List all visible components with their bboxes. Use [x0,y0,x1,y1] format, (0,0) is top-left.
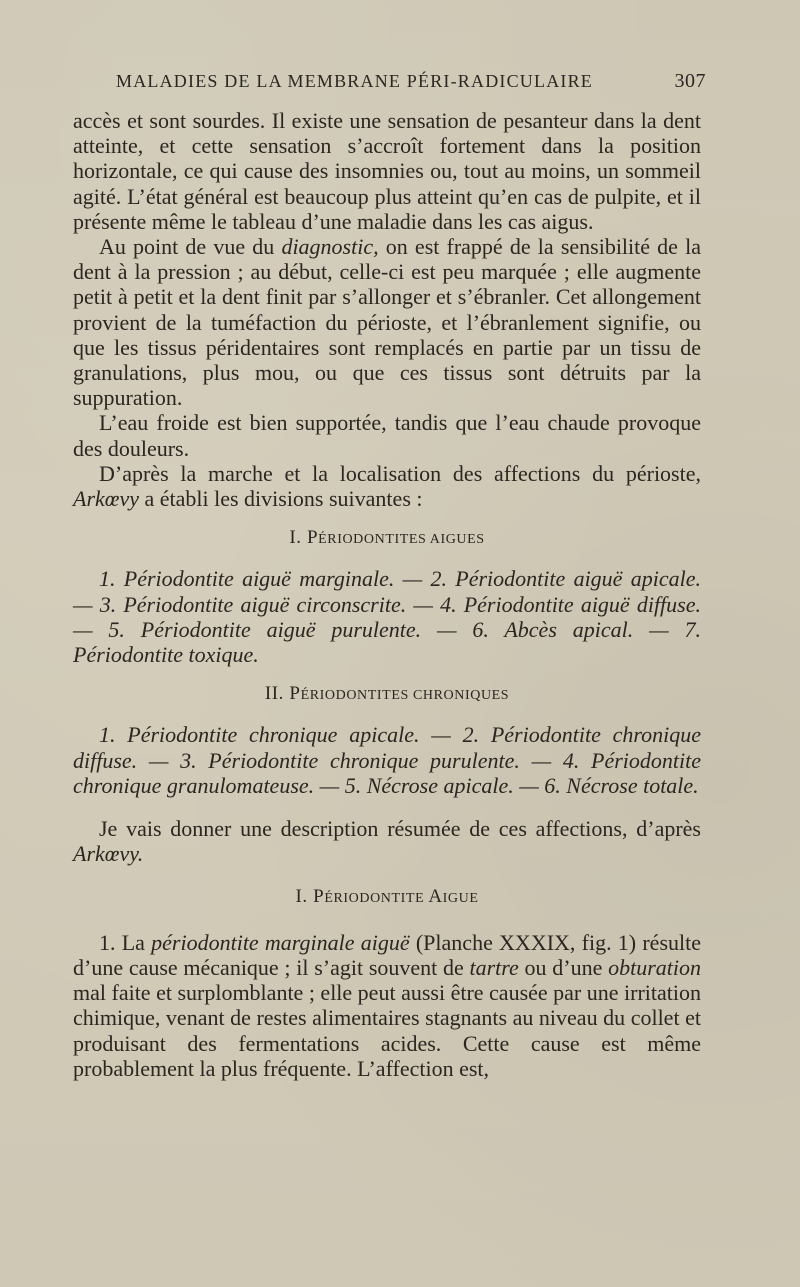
heading-capital: P [313,886,325,908]
section-heading-acute [73,525,701,552]
heading-small-caps: ÉRIODONTITES CHRONIQUES [300,688,510,704]
text-run: Je vais donner une description résumée de ces affections, d’après [99,816,701,842]
heading-small-caps: ÉRIODONTITES AIGUES [318,532,485,548]
heading-capital: P [289,683,301,705]
body-text [73,108,701,1081]
heading-number: I. [295,886,308,908]
page-number: 307 [674,70,706,92]
emphasis-diagnostic: diagnostic, [281,234,379,260]
emphasis-term: tartre [469,954,519,980]
section-heading-acute-periodontitis [73,884,701,911]
text-run: a établi les divisions suivantes : [138,486,423,512]
paragraph-divisions [73,461,701,511]
emphasis-term: périodontite marginale aiguë [151,929,410,955]
text-run: 1. La [99,929,152,955]
section-heading-chronic [73,681,701,708]
author-name: Arkœvy. [73,841,144,867]
text-run: ou d’une [518,954,609,980]
page-header [116,70,706,93]
text-run: mal faite et surplomblante ; elle peut aussi être causée par une irritation chimique, venant de restes alimentaires stagnants au niveau du collet et produisant des fermentations acides. Cette cause est même probablement la plus fréquente. L’affection est, [73,980,701,1081]
paragraph-diagnostic [73,234,701,410]
paragraph-marginal-periodontitis [73,930,701,1081]
heading-number: I. [289,527,302,549]
heading-capital: P [306,527,319,549]
text-run: on est frappé de la sensibilité de la dent à la pression ; au début, celle-ci est peu marquée ; elle augmente petit à petit et la dent finit par s’allonger et s’ébranler. Cet allongement provient de la tuméfaction du périoste, et l’ébranlement signifie, ou que les tissus péridentaires sont remplacés en partie par un tissu de granulations, plus mou, ou que ces tissus sont détruits par la suppuration. [73,234,701,411]
heading-small-caps: ÉRIODONTITE [324,891,429,907]
heading-capital: A [428,886,443,908]
list-chronic-periodontitis: 1. Périodontite chronique apicale. — 2. Périodontite chronique diffuse. — 3. Périodontite chronique purulente. — 4. Périodontite chronique granulomateuse. — 5. Nécrose apicale. — 6. Nécrose totale. [73,722,701,798]
heading-small-caps: IGUE [442,891,479,907]
paragraph-symptoms: accès et sont sourdes. Il existe une sensation de pesanteur dans la dent atteinte, et cette sensation s’accroît fortement dans la position horizontale, ce qui cause des insomnies ou, tout au moins, un sommeil agité. L’état général est beaucoup plus atteint qu’en cas de pulpite, et il présente même le tableau d’une maladie dans les cas aigus. [73,108,701,234]
list-acute-periodontitis: 1. Périodontite aiguë marginale. — 2. Périodontite aiguë apicale. — 3. Périodontite aiguë circonscrite. — 4. Périodontite aiguë diffuse. — 5. Périodontite aiguë purulente. — 6. Abcès apical. — 7. Périodontite toxique. [73,566,701,668]
text-run: D’après la marche et la localisation des affections du périoste, [99,460,701,486]
running-title: MALADIES DE LA MEMBRANE PÉRI-RADICULAIRE [116,71,593,91]
heading-number: II. [264,683,285,705]
paragraph-description [73,816,701,866]
paragraph-water: L’eau froide est bien supportée, tandis que l’eau chaude provoque des douleurs. [73,410,701,461]
text-run: (Planche XXXIX, fig. 1) résulte d’une cause mécanique ; il s’agit souvent de [73,929,701,980]
emphasis-term: obturation [608,954,701,980]
text-run: Au point de vue du [99,234,282,260]
author-name: Arkœvy [73,486,139,512]
